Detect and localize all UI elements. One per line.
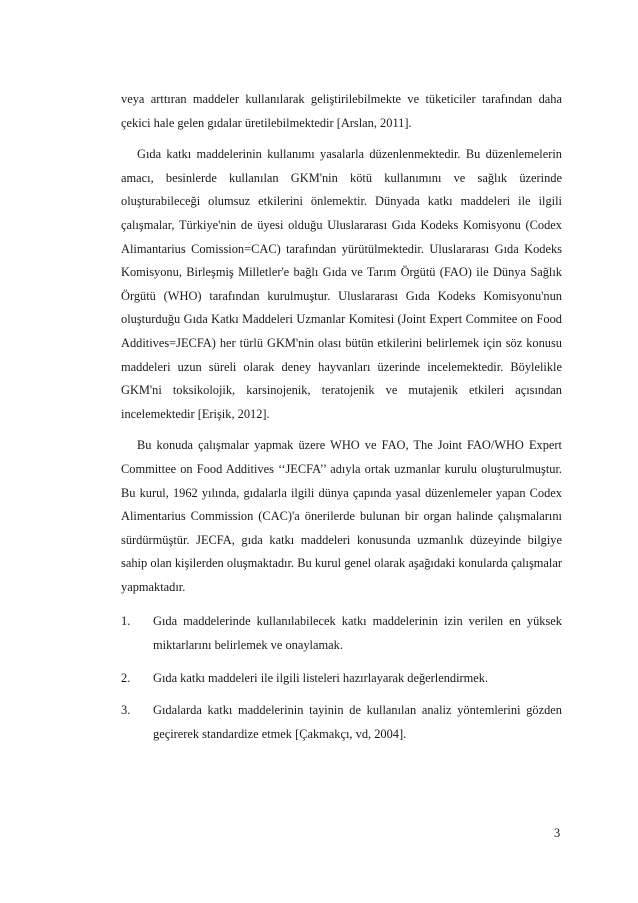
list-item (121, 699, 562, 746)
list-item-text: Gıda katkı maddeleri ile ilgili listeleri hazırlayarak değerlendirmek. (153, 670, 489, 685)
list-item (121, 667, 562, 691)
jecfa-tasks-list (121, 610, 562, 746)
list-item-text: Gıda maddelerinde kullanılabilecek katkı maddelerinin izin verilen en yüksek miktarlarını belirlemek ve onaylamak. (153, 614, 562, 653)
paragraph-jecfa: Bu konuda çalışmalar yapmak üzere WHO ve FAO, The Joint FAO/WHO Expert Committee on Food Additives ‘‘JECFA’’ adıyla ortak uzmanlar kurulu oluşturulmuştur. Bu kurul, 1962 yılında, gıdalarla ilgili dünya çapında yasal düzenlemeler yapan Codex Alimentarius Commission (CAC)'a önerilerde bulunan bir organ halinde çalışmalarını sürdürmüştür. JECFA, gıda katkı maddeleri konusunda uzmanlık düzeyinde bilgiye sahip olan kişilerden oluşmaktadır. Bu kurul genel olarak aşağıdaki konularda çalışmalar yapmaktadır. (121, 438, 562, 594)
list-item-number: 1. (121, 614, 131, 629)
paragraph-regulation: Gıda katkı maddelerinin kullanımı yasalarla düzenlenmektedir. Bu düzenlemelerin amacı, besinlerde kullanılan GKM'nin kötü kullanımını ve sağlık üzerinde oluşturabileceği olumsuz etkilerini önlemektir. Dünyada katkı maddeleri ile ilgili çalışmalar, Türkiye'nin de üyesi olduğu Uluslararası Gıda Kodeks Komisyonu (Codex Alimantarius Comission=CAC) tarafından yürütülmektedir. Uluslararası Gıda Kodeks Komisyonu, Birleşmiş Milletler'e bağlı Gıda ve Tarım Örgütü (FAO) ile Dünya Sağlık Örgütü (WHO) tarafından kurulmuştur. Uluslararası Gıda Kodeks Komisyonu'nun oluşturduğu Gıda Katkı Maddeleri Uzmanlar Komitesi (Joint Expert Commitee on Food Additives=JECFA) her türlü GKM'nin olası bütün etkilerini belirlemek için söz konusu maddeleri uzun süreli olarak deney hayvanları üzerinde incelemektedir. Böylelikle GKM'ni toksikolojik, karsinojenik, teratojenik ve mutajenik etkileri açısından incelemektedir [Erişik, 2012]. (121, 147, 562, 421)
list-item-text: Gıdalarda katkı maddelerinin tayinin de kullanılan analiz yöntemlerini gözden geçirerek standardize etmek [Çakmakçı, vd, 2004]. (153, 703, 562, 741)
paragraph-intro-continuation: veya arttıran maddeler kullanılarak geliştirilebilmekte ve tüketiciler tarafından daha çekici hale gelen gıdalar üretilebilmektedir [Arslan, 2011]. (121, 92, 562, 130)
list-item-number: 2. (121, 670, 131, 685)
list-item (121, 610, 562, 657)
document-page (121, 88, 562, 746)
list-item-number: 3. (121, 703, 131, 718)
page-number: 3 (554, 826, 561, 840)
